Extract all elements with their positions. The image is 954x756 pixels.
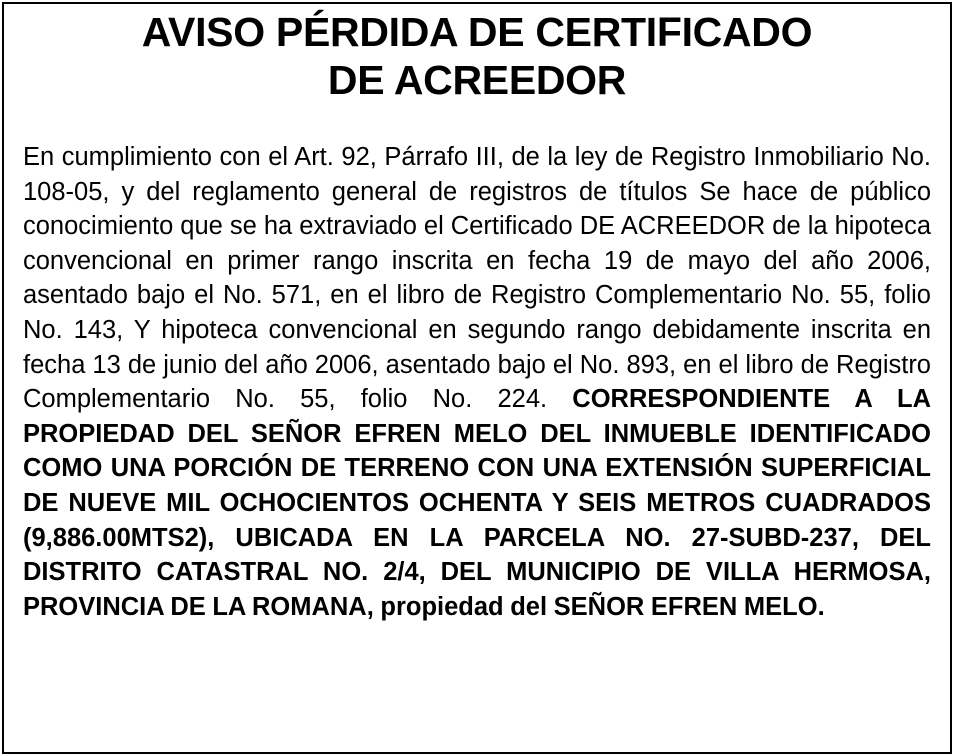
notice-title-line-2: DE ACREEDOR [327,57,627,103]
notice-body [23,140,931,624]
notice-title-line-1: AVISO PÉRDIDA DE CERTIFICADO [141,9,813,55]
notice-frame [2,2,952,754]
notice-title [4,4,950,104]
notice-body-regular-text: En cumplimiento con el Art. 92, Párrafo III, de la ley de Registro Inmobiliario No. 108-05, y del reglamento general de registros de títulos Se hace de público conocimiento que se ha extraviado el Certificado DE ACREEDOR de la hipoteca convencional en primer rango inscrita en fecha 19 de mayo del año 2006, asentado bajo el No. 571, en el libro de Registro Complementario No. 55, folio No. 143, Y hipoteca convencional en segundo rango debidamente inscrita en fecha 13 de junio del año 2006, asentado bajo el No. 893, en el libro de Registro Complementario No. 55, folio No. 224. [23,143,931,414]
notice-body-bold-text: CORRESPONDIENTE A LA PROPIEDAD DEL SEÑOR EFREN MELO DEL INMUEBLE IDENTIFICADO COMO UNA PORCIÓN DE TERRENO CON UNA EXTENSIÓN SUPERFICIAL DE NUEVE MIL OCHOCIENTOS OCHENTA Y SEIS METROS CUADRADOS (9,886.00MTS2), UBICADA EN LA PARCELA NO. 27-SUBD-237, DEL DISTRITO CATASTRAL NO. 2/4, DEL MUNICIPIO DE VILLA HERMOSA, PROVINCIA DE LA ROMANA, propiedad del SEÑOR EFREN MELO. [23,385,931,621]
